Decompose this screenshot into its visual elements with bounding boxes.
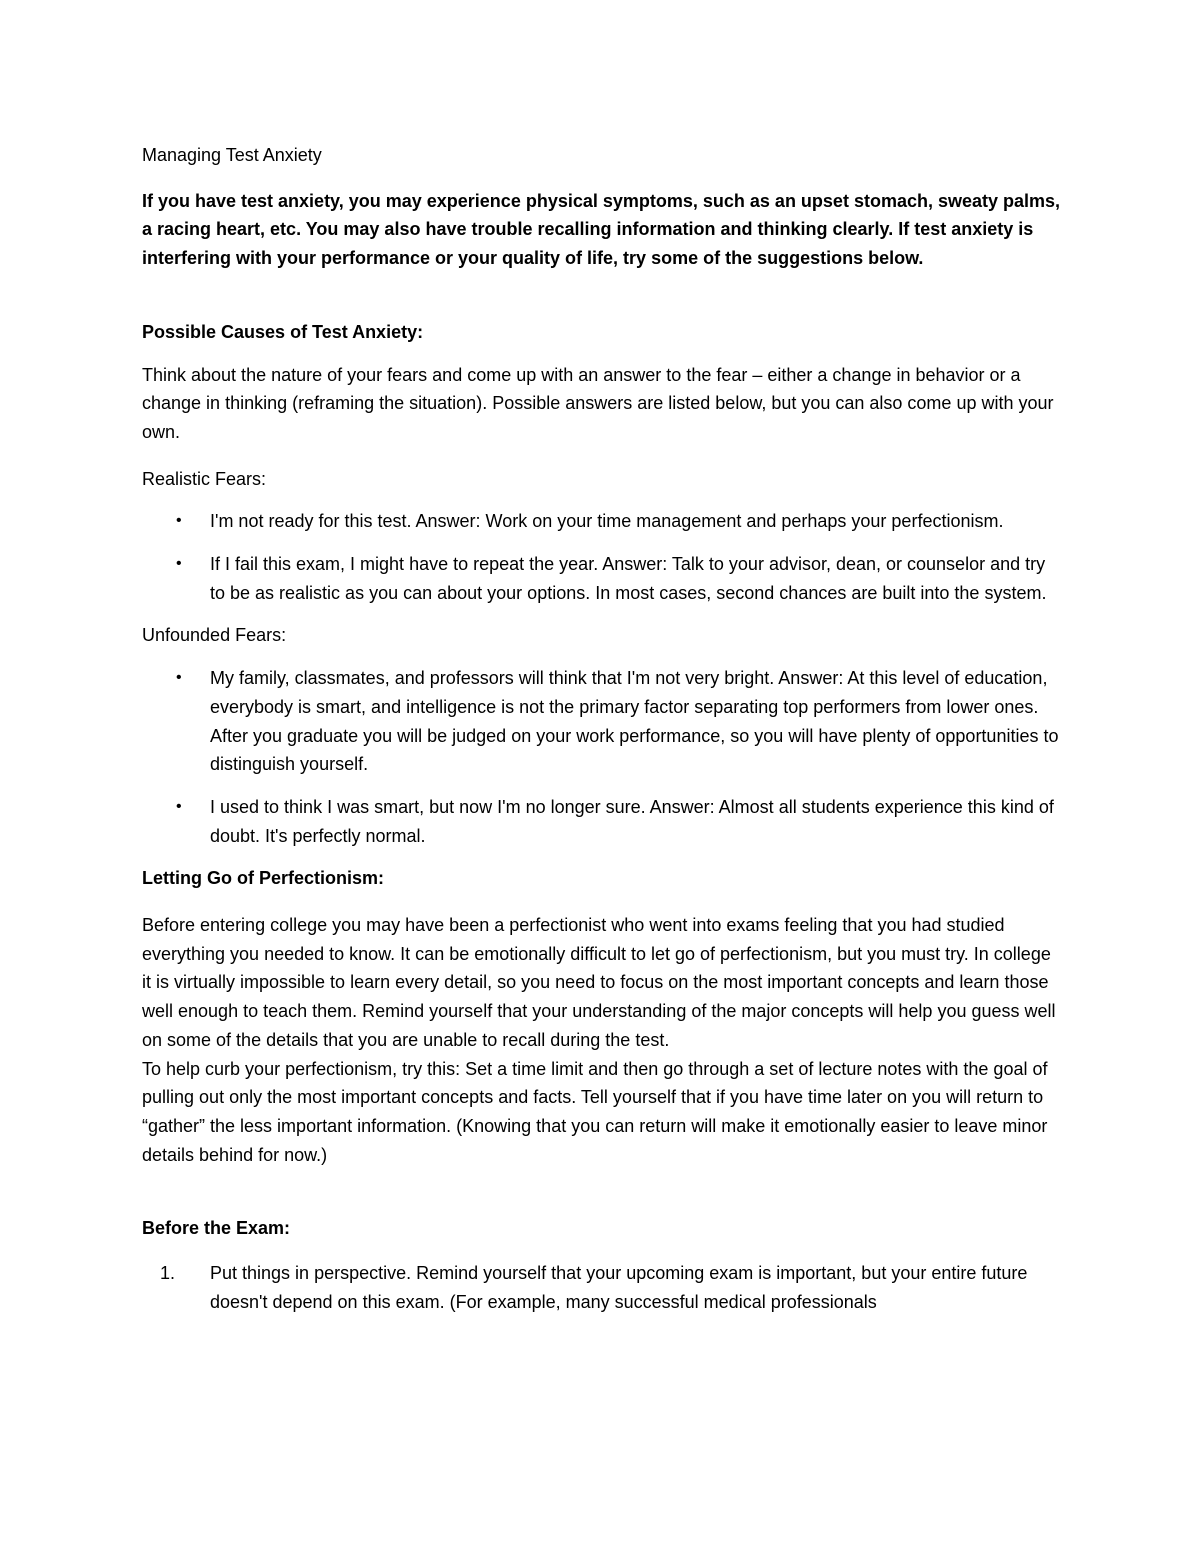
unfounded-fears-heading: Unfounded Fears: — [142, 625, 287, 646]
causes-paragraph: Think about the nature of your fears and come up with an answer to the fear – either a change in behavior or a change in thinking (reframing the situation). Possible answers are listed below, but you can also come up with your own. — [142, 364, 1054, 442]
unfounded-fears-list — [142, 664, 1062, 850]
list-item — [142, 1259, 1062, 1316]
perfectionism-heading: Letting Go of Perfectionism: — [142, 868, 385, 889]
list-item-text: My family, classmates, and professors will think that I'm not very bright. Answer: At this level of education, everybody is smart, and intelligence is not the primary factor separating top performers from lower ones. After you graduate you will be judged on your work performance, so you will have plenty of opportunities to distinguish yourself. — [210, 668, 1059, 775]
perfectionism-paragraph-2: To help curb your perfectionism, try this: Set a time limit and then go through a set of lecture notes with the goal of pulling out only the most important concepts and facts. Tell yourself that if you have time later on you will return to “gather” the less important information. (Knowing that you can return will make it emotionally easier to leave minor details behind for now.) — [142, 1058, 1048, 1165]
causes-heading: Possible Causes of Test Anxiety: — [142, 321, 424, 342]
list-item — [142, 664, 1062, 779]
document-title: Managing Test Anxiety — [142, 145, 322, 165]
before-exam-list — [142, 1259, 1062, 1316]
realistic-fears-list — [142, 507, 1062, 607]
bullet-glyph: • — [176, 512, 182, 530]
before-exam-heading: Before the Exam: — [142, 1218, 291, 1239]
bullet-glyph: • — [176, 669, 182, 687]
document-page — [142, 141, 1062, 1317]
list-item — [142, 793, 1062, 850]
list-item — [142, 550, 1062, 607]
realistic-fears-heading: Realistic Fears: — [142, 468, 267, 489]
list-item-number: 1. — [160, 1263, 176, 1284]
bullet-glyph: • — [176, 555, 182, 573]
perfectionism-paragraph-1: Before entering college you may have been a perfectionist who went into exams feeling that you had studied everything you needed to know. It can be emotionally difficult to let go of perfectionism, but you must try. In college it is virtually impossible to learn every detail, so you need to focus on the most important concepts and learn those well enough to teach them. Remind yourself that your understanding of the major concepts will help you guess well on some of the details that you are unable to recall during the test. — [142, 915, 1056, 1050]
list-item-text: I used to think I was smart, but now I'm no longer sure. Answer: Almost all students experience this kind of doubt. It's perfectly normal. — [210, 796, 1054, 846]
list-item-text: If I fail this exam, I might have to repeat the year. Answer: Talk to your advisor, dean, or counselor and try to be as realistic as you can about your options. In most cases, second chances are built into the system. — [210, 554, 1047, 603]
list-item — [142, 507, 1062, 536]
list-item-text: I'm not ready for this test. Answer: Work on your time management and perhaps your perfectionism. — [210, 511, 1004, 532]
bullet-glyph: • — [176, 797, 182, 815]
intro-paragraph: If you have test anxiety, you may experience physical symptoms, such as an upset stomach, sweaty palms, a racing heart, etc. You may also have trouble recalling information and thinking clearly. If test anxiety is interfering with your performance or your quality of life, try some of the suggestions below. — [142, 190, 1061, 269]
list-item-text: Put things in perspective. Remind yourself that your upcoming exam is important, but your entire future doesn't depend on this exam. (For example, many successful medical professionals — [210, 1263, 1028, 1312]
